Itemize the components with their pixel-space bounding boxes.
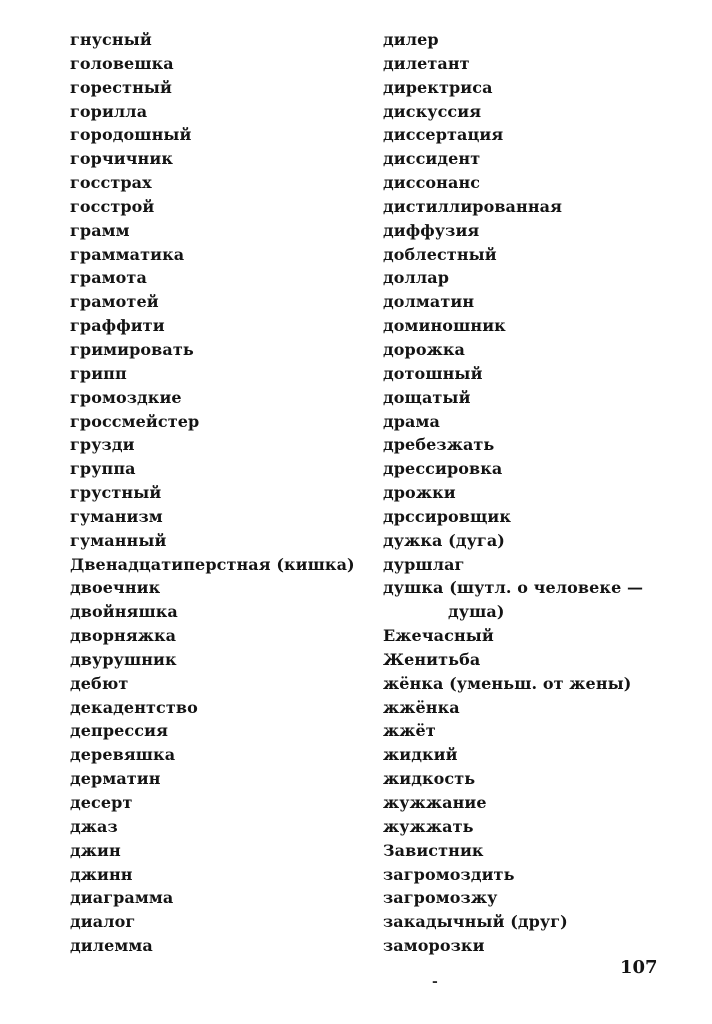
page-number: 107 (620, 957, 658, 978)
word-entry: жидкий (383, 745, 458, 765)
word-entry: дребезжать (383, 435, 495, 455)
word-entry: дерматин (70, 769, 161, 789)
word-entry: горестный (70, 77, 173, 97)
word-entry: головешка (70, 53, 174, 73)
word-entry: джинн (70, 864, 133, 884)
word-entry: закадычный (друг) (383, 912, 568, 932)
word-entry: грустный (70, 483, 162, 503)
word-entry: гуманный (70, 530, 167, 550)
word-entry: деревяшка (70, 745, 176, 765)
word-entry: грипп (70, 363, 127, 383)
word-entry: грамотей (70, 292, 159, 312)
left-word-column (70, 28, 370, 958)
word-entry: дилетант (383, 53, 470, 73)
word-entry: дрсcировщик (383, 506, 512, 526)
stray-mark: - (432, 974, 438, 990)
word-entry: жидкость (383, 769, 476, 789)
word-entry: Ежечасный (383, 626, 494, 646)
word-entry: гуманизм (70, 506, 163, 526)
word-entry: жужжать (383, 816, 474, 836)
word-entry: загромозжу (383, 888, 498, 908)
word-entry: драма (383, 411, 440, 431)
word-entry: диаграмма (70, 888, 174, 908)
word-entry: десерт (70, 793, 133, 812)
word-entry: дворняжка (70, 626, 177, 646)
word-entry: жжёт (383, 721, 436, 741)
word-entry: дужка (дуга) (383, 530, 505, 550)
word-entry: громоздкие (70, 387, 182, 407)
word-entry: дискуссия (383, 101, 482, 121)
word-entry: двурушник (70, 649, 177, 669)
word-entry: жжёнка (383, 697, 460, 717)
word-entry: горчичник (70, 149, 173, 169)
word-entry: грамота (70, 268, 147, 288)
word-entry: гримировать (70, 339, 194, 359)
word-entry: диффузия (383, 220, 480, 240)
word-entry: доллар (383, 268, 450, 288)
word-entry: загромоздить (383, 864, 515, 884)
word-entry: дилер (383, 30, 439, 49)
word-entry: декадентство (70, 697, 198, 717)
word-entry: дотошный (383, 363, 483, 383)
word-entry: грузди (70, 435, 135, 455)
word-entry: дуршлаг (383, 554, 465, 574)
word-entry: городошный (70, 125, 192, 145)
word-entry: душка (шутл. о человеке — (383, 578, 644, 598)
word-entry: долматин (383, 292, 475, 312)
word-entry: жужжание (383, 793, 487, 812)
word-entry: госстрах (70, 173, 152, 193)
word-entry: диссидент (383, 149, 481, 169)
word-entry: грамм (70, 220, 130, 240)
word-entry: доблестный (383, 244, 497, 264)
word-entry: депрессия (70, 721, 168, 741)
word-entry: дрожки (383, 483, 456, 503)
word-entry: диалог (70, 912, 136, 932)
word-entry: директриса (383, 77, 493, 97)
word-entry: жёнка (уменьш. от жены) (383, 673, 632, 693)
word-entry: дрессировка (383, 459, 503, 479)
word-entry: диссонанс (383, 173, 481, 193)
word-entry: диссертация (383, 125, 504, 145)
word-entry: госстрой (70, 196, 155, 216)
word-entry: двоечник (70, 578, 161, 598)
word-entry: грамматика (70, 244, 185, 264)
word-entry: джаз (70, 816, 118, 836)
word-entry: Завистник (383, 840, 484, 860)
word-entry: заморозки (383, 936, 485, 956)
word-entry: Двенадцатиперстная (кишка) (70, 554, 355, 574)
word-entry: душа) (448, 602, 505, 622)
word-entry: двойняшка (70, 602, 178, 622)
right-word-column (383, 28, 683, 958)
word-entry: дилемма (70, 936, 153, 956)
word-entry: дорожка (383, 339, 465, 359)
word-entry: дистиллированная (383, 196, 563, 216)
word-entry: дебют (70, 673, 129, 693)
word-entry: джин (70, 840, 121, 860)
word-entry: гроссмейстер (70, 411, 200, 431)
word-entry: гнусный (70, 30, 152, 49)
word-entry: группа (70, 459, 136, 479)
word-entry: горилла (70, 101, 148, 121)
word-entry: Женитьба (383, 649, 481, 669)
word-entry: дощатый (383, 387, 471, 407)
word-entry: доминошник (383, 316, 506, 336)
word-entry: граффити (70, 316, 165, 336)
